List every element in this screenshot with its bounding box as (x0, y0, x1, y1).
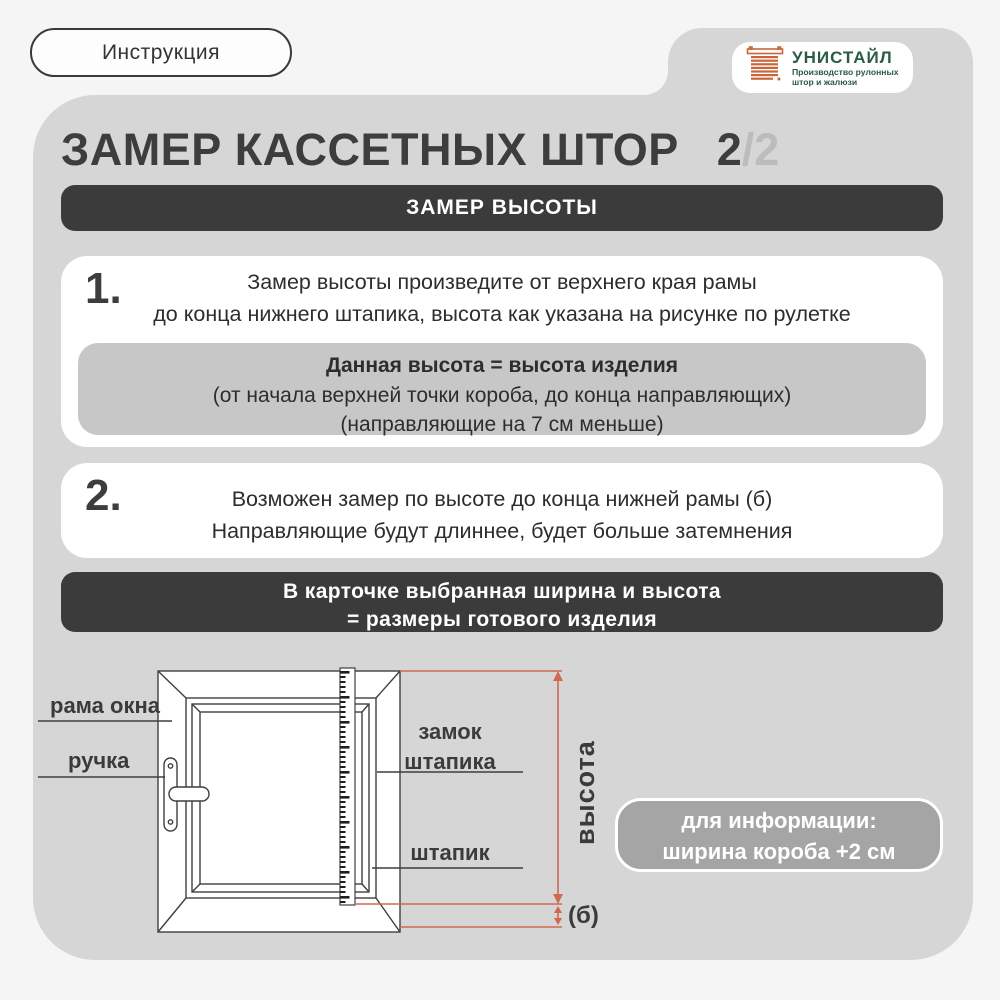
logo-subtitle-2: штор и жалюзи (792, 77, 858, 87)
step1-card (61, 256, 943, 447)
label-b-mark: (б) (568, 902, 599, 929)
label-handle: ручка (68, 748, 130, 773)
step1-number: 1. (85, 264, 122, 313)
roller-blind-icon (746, 46, 784, 89)
info-box (615, 798, 943, 872)
info-box-line1: для информации: (681, 808, 877, 833)
label-bead-lock: замок штапика (404, 719, 496, 774)
logo-name: УНИСТАЙЛ (792, 48, 893, 67)
note-line3: (направляющие на 7 см меньше) (340, 413, 664, 436)
card-size-line2: = размеры готового изделия (346, 608, 658, 631)
note-title: Данная высота = высота изделия (326, 354, 678, 377)
info-box-line2: ширина короба +2 см (662, 839, 896, 864)
section-bar-height (61, 185, 943, 231)
instruction-badge-label: Инструкция (101, 40, 221, 64)
label-bead: штапик (410, 840, 490, 865)
step2-card (61, 463, 943, 558)
step2-number: 2. (85, 471, 122, 520)
instruction-badge (30, 28, 292, 77)
step1-line1: Замер высоты произведите от верхнего края рамы (247, 270, 757, 294)
label-window-frame: рама окна (50, 693, 160, 718)
logo-subtitle-1: Производство рулонных (792, 67, 899, 77)
note-line2: (от начала верхней точки короба, до конца направляющих) (212, 383, 792, 407)
step1-line2: до конца нижнего штапика, высота как указана на рисунке по рулетке (153, 302, 851, 326)
step2-line1: Возможен замер по высоте до конца нижней рамы (б) (231, 487, 773, 511)
step2-line2: Направляющие будут длиннее, будет больше затемнения (211, 519, 793, 543)
tape-measure-ticks (340, 668, 355, 905)
page-header (61, 124, 941, 176)
section-bar-card-size (61, 572, 943, 632)
card-size-line1: В карточке выбранная ширина и высота (282, 580, 721, 603)
handle-lever (169, 787, 209, 801)
page-indicator: 2/2 (716, 124, 780, 175)
step1-note (78, 343, 926, 435)
page-title: ЗАМЕР КАССЕТНЫХ ШТОР (61, 124, 679, 175)
section-bar-height-label: ЗАМЕР ВЫСОТЫ (406, 196, 598, 219)
logo (732, 42, 913, 93)
label-height-axis: высота (570, 740, 600, 845)
